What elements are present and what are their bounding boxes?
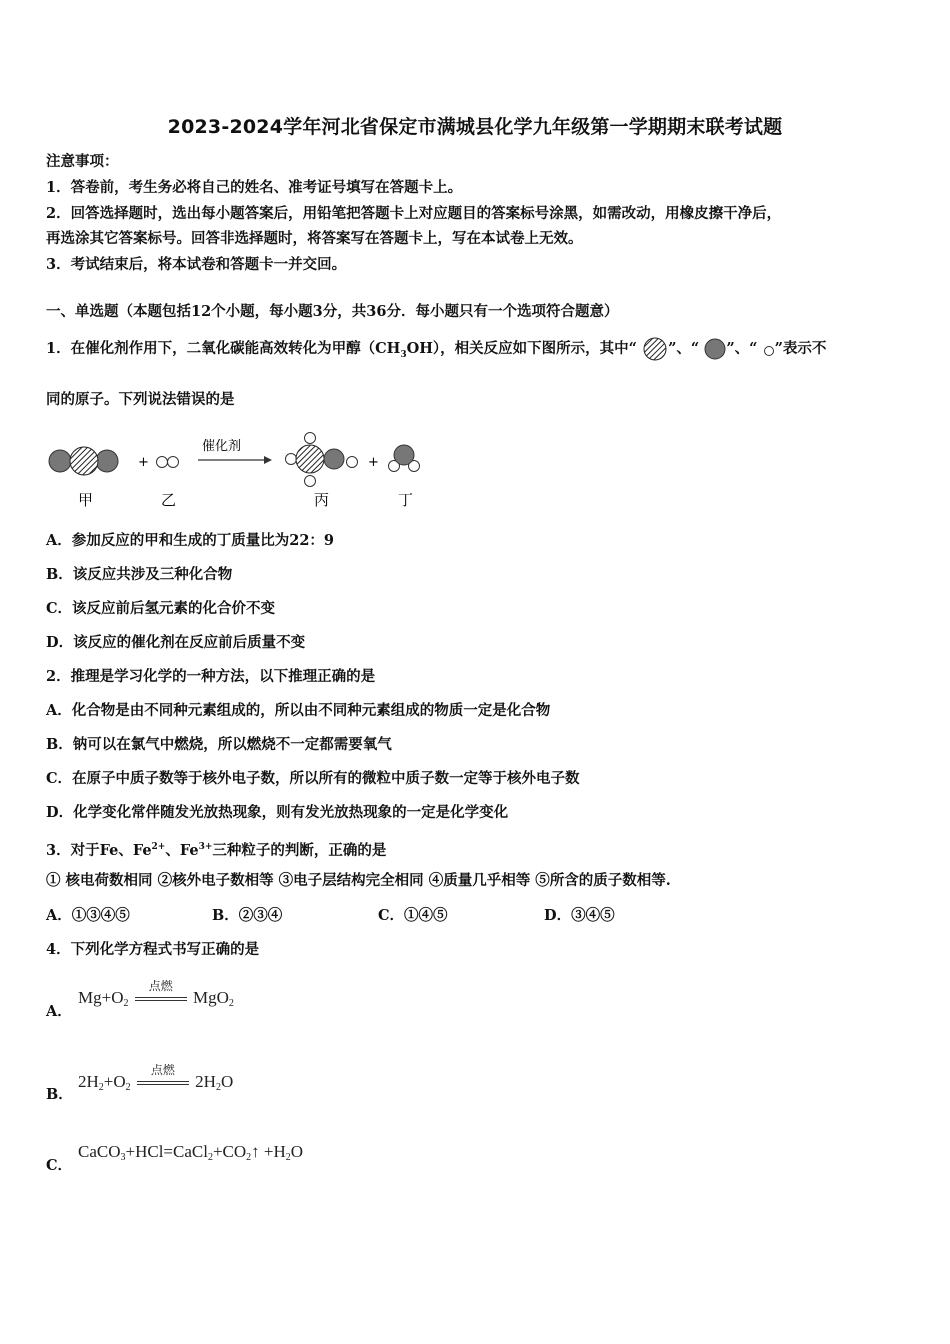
q4-option-b-label: B． [46, 1086, 73, 1103]
eq-c-sub: 3 [120, 1152, 126, 1163]
q3-stem-c: 三种粒子的判断，正确的是 [212, 841, 387, 859]
q1-stem-line2: 同的原子。下列说法错误的是 [46, 391, 235, 408]
reaction-diagram [44, 428, 444, 512]
q1-option-c: C．该反应前后氢元素的化合价不变 [46, 600, 276, 617]
eq-c-term: +HCl=CaCl [125, 1142, 208, 1161]
q3-option-b: B．②③④ [212, 907, 283, 924]
notice-item: 再选涂其它答案标号。回答非选择题时，将答案写在答题卡上，写在本试卷上无效。 [46, 230, 583, 247]
q2-stem: 2．推理是学习化学的一种方法，以下推理正确的是 [46, 668, 376, 685]
label-bing: 丙 [314, 491, 330, 509]
hatched-atom-icon [642, 337, 668, 361]
q3-option-c: C．①④⑤ [378, 907, 448, 924]
catalyst-label: 催化剂 [202, 439, 242, 454]
q3-statements: ① 核电荷数相同 ②核外电子数相等 ③电子层结构完全相同 ④质量几乎相等 ⑤所含的质子数相等. [46, 872, 671, 889]
q1-quote-end: ”表示不 [774, 340, 827, 357]
molecule-b [157, 457, 179, 468]
eq-b-term: O [220, 1072, 234, 1091]
reaction-arrow [198, 438, 272, 464]
eq-c-sub: 2 [246, 1152, 252, 1163]
eq-b-sub: 2 [98, 1082, 104, 1093]
q4-equation-b [78, 1063, 234, 1093]
eq-b-term: 2H [195, 1072, 216, 1091]
q1-stem-b: OH），相关反应如下图所示，其中“ [406, 340, 638, 357]
q4-equation-c [78, 1142, 303, 1163]
q1-stem-a: 1．在催化剂作用下，二氧化碳能高效转化为甲醇（CH [46, 340, 401, 357]
eq-a-sign [135, 979, 187, 1001]
label-jia: 甲 [78, 491, 94, 509]
notice-item: 2．回答选择题时，选出每小题答案后，用铅笔把答题卡上对应题目的答案标号涂黑，如需改动，用橡皮擦干净后， [46, 205, 782, 222]
q2-option-c: C．在原子中质子数等于核外电子数，所以所有的微粒中质子数一定等于核外电子数 [46, 770, 580, 787]
eq-b-sign [137, 1063, 189, 1085]
q1-quote-mid1: ”、“ [668, 340, 700, 357]
q1-stem [46, 337, 826, 365]
eq-b-term: 2H [78, 1072, 99, 1091]
q3-options [46, 904, 710, 925]
page-title: 2023-2024学年河北省保定市满城县化学九年级第一学期期末联考试题 [167, 116, 783, 138]
plus-sign: + [368, 455, 379, 470]
eq-c-term: ↑ +H [251, 1142, 286, 1161]
q2-option-a: A．化合物是由不同种元素组成的，所以由不同种元素组成的物质一定是化合物 [46, 702, 551, 719]
eq-a-term: Mg+O [78, 988, 124, 1007]
eq-a-condition: 点燃 [148, 979, 173, 994]
q3-option-d: D．③④⑤ [544, 907, 615, 924]
q2-option-b: B．钠可以在氯气中燃烧，所以燃烧不一定都需要氧气 [46, 736, 392, 753]
eq-a-sub: 2 [123, 998, 129, 1009]
q3-stem-a: 3．对于Fe、Fe [46, 841, 152, 859]
label-yi: 乙 [161, 491, 177, 509]
eq-b-term: +O [103, 1072, 126, 1091]
q2-option-d: D．化学变化常伴随发光放热现象，则有发光放热现象的一定是化学变化 [46, 804, 509, 821]
eq-a-sub: 2 [228, 998, 234, 1009]
eq-b-sub: 2 [215, 1082, 221, 1093]
molecule-c [286, 433, 358, 487]
q1-option-d: D．该反应的催化剂在反应前后质量不变 [46, 634, 306, 651]
q4-equation-a [78, 979, 234, 1009]
q1-quote-mid2: ”、“ [726, 340, 758, 357]
q3-stem-b: 、Fe [165, 841, 199, 859]
q4-option-a-label: A． [46, 1003, 72, 1020]
notice-item: 1．答卷前，考生务必将自己的姓名、准考证号填写在答题卡上。 [46, 179, 463, 196]
q3-option-a: A．①③④⑤ [46, 907, 130, 924]
eq-a-term: MgO [192, 988, 229, 1007]
eq-c-term: O [290, 1142, 304, 1161]
eq-c-term: CaCO [78, 1142, 121, 1161]
section-heading: 一、单选题（本题包括12个小题，每小题3分，共36分．每小题只有一个选项符合题意） [46, 303, 619, 320]
plus-sign: + [138, 455, 149, 470]
q3-sup2: 3+ [198, 842, 213, 852]
eq-c-sub: 2 [207, 1152, 213, 1163]
notice-item: 3．考试结束后，将本试卷和答题卡一并交回。 [46, 256, 347, 273]
molecule-a [49, 447, 118, 475]
q1-option-b: B．该反应共涉及三种化合物 [46, 566, 233, 583]
notice-heading: 注意事项： [46, 153, 119, 170]
q1-option-a: A．参加反应的甲和生成的丁质量比为22：9 [46, 532, 335, 549]
eq-c-sub: 2 [285, 1152, 291, 1163]
q1-stem-sub: 3 [400, 349, 407, 360]
q3-sup1: 2+ [151, 842, 166, 852]
eq-b-sub: 2 [125, 1082, 131, 1093]
label-ding: 丁 [398, 491, 414, 509]
q3-stem [46, 837, 386, 861]
q4-option-c-label: C． [46, 1157, 73, 1174]
molecule-d [389, 445, 420, 472]
white-atom-icon [763, 342, 775, 356]
eq-b-condition: 点燃 [150, 1063, 175, 1078]
gray-atom-icon [704, 338, 726, 360]
q4-stem: 4．下列化学方程式书写正确的是 [46, 941, 260, 958]
eq-c-term: +CO [212, 1142, 247, 1161]
